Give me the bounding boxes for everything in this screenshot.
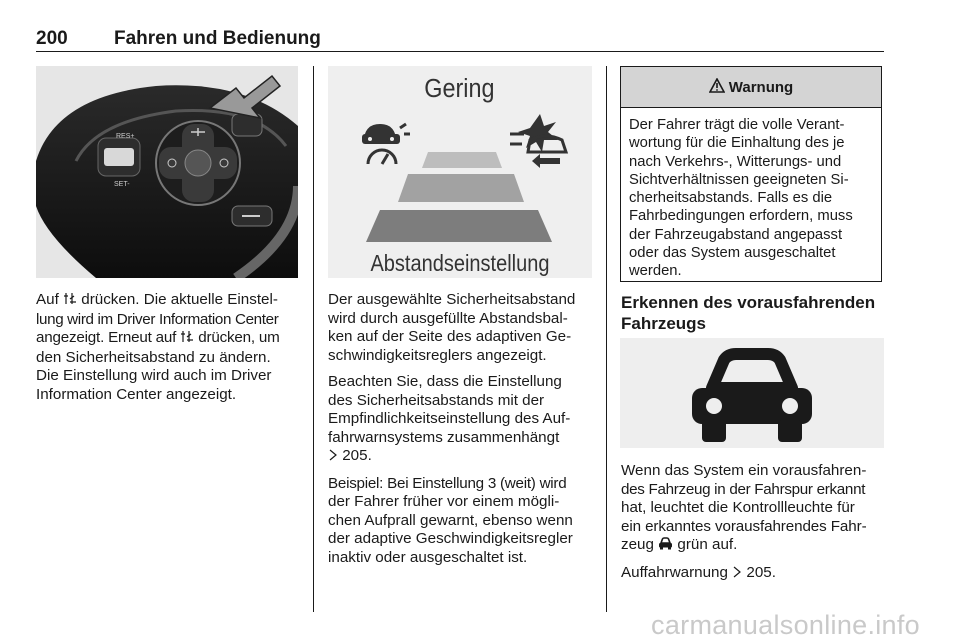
vehicle-ahead-icon (658, 537, 673, 556)
distance-bar-near (422, 152, 502, 168)
line: Wenn das System ein vorausfahren- (621, 462, 867, 479)
line: oder das System ausgeschaltet (629, 245, 836, 262)
line: Empfindlichkeitseinstellung des Auf- (328, 410, 571, 427)
section-title: Fahren und Bedienung (114, 28, 321, 49)
paragraph (621, 564, 889, 584)
vehicle-ahead-figure (620, 338, 884, 448)
column-divider-right (606, 66, 607, 612)
distance-bar-mid (398, 174, 524, 202)
text-fragment: Auffahrwarnung (621, 563, 733, 581)
figure-caption: Abstandseinstellung (370, 249, 550, 277)
text-fragment: drücken, um (194, 329, 280, 346)
page-number: 200 (36, 28, 68, 49)
line: werden. (629, 263, 682, 280)
warning-header (621, 67, 881, 108)
line: ein erkanntes vorausfahrendes Fahr- (621, 517, 867, 535)
line (36, 291, 300, 311)
col3-text (621, 462, 889, 591)
watermark: carmanualsonline.info (651, 610, 920, 640)
line: der adaptive Geschwindigkeitsregler (328, 530, 573, 547)
warning-box (620, 66, 882, 282)
line: des Fahrzeug in der Fahrspur erkannt (621, 480, 866, 498)
text-fragment: grün auf. (673, 536, 738, 553)
line: ken auf der Seite des adaptiven Ge- (328, 328, 572, 345)
line (621, 536, 889, 556)
line: Beispiel: Bei Einstellung 3 (weit) wird (328, 474, 567, 492)
reference-arrow-icon (732, 565, 742, 584)
header-rule (36, 51, 884, 52)
page-reference: 205. (746, 563, 776, 581)
distance-setting-figure (328, 66, 592, 278)
paragraph (621, 462, 889, 556)
paragraph (328, 373, 594, 467)
text-fragment: zeug (621, 536, 659, 553)
line: hat, leuchtet die Kontrollleuchte für (621, 499, 855, 516)
line: der Fahrzeugabstand angepasst (629, 226, 843, 243)
figure-title: Gering (424, 74, 495, 104)
line (36, 329, 300, 349)
line: nach Verkehrs-, Witterungs- und (629, 153, 842, 170)
paragraph (328, 291, 594, 365)
column-divider-left (313, 66, 314, 612)
distance-bar-far (366, 210, 552, 242)
line: cherheitsabstands. Falls es die (629, 190, 833, 207)
steering-wheel-figure (36, 66, 298, 278)
paragraph (328, 475, 594, 568)
line: Die Einstellung wird auch im Driver (36, 367, 272, 384)
page-reference-link[interactable] (732, 564, 776, 581)
text-fragment: Auf (36, 291, 64, 308)
col2-text (328, 291, 594, 575)
line: Fahrbedingungen erfordern, muss (629, 208, 853, 225)
page-reference-link[interactable] (328, 447, 594, 467)
subheading: Erkennen des vorausfahrenden Fahrzeugs (621, 293, 876, 333)
line: chen Aufprall gewarnt, ebenso wenn (328, 511, 573, 529)
line: wird durch ausgefüllte Abstandsbal- (328, 309, 568, 327)
line: wortung für die Einhaltung des je (629, 135, 845, 152)
line: Sichtverhältnissen geeigneten Si- (629, 171, 849, 188)
text-fragment: drücken. Die aktuelle Einstel- (77, 291, 278, 308)
line: der Fahrer früher vor einem mögli- (328, 493, 560, 510)
res-label: RES+ (116, 133, 135, 140)
line: des Sicherheitsabstands mit der (328, 391, 545, 409)
col1-paragraph (36, 291, 300, 404)
line: fahrwarnsystems zusammenhängt (328, 428, 560, 446)
line: Information Center angezeigt. (36, 385, 237, 403)
warning-title: Warnung (728, 78, 794, 96)
line: inaktiv oder ausgeschaltet ist. (328, 548, 528, 566)
line: Der Fahrer trägt die volle Verant- (629, 117, 845, 133)
text-fragment: angezeigt. Erneut auf (36, 329, 181, 346)
line: Beachten Sie, dass die Einstellung (328, 373, 562, 390)
page-reference: 205. (342, 447, 372, 464)
line: lung wird im Driver Information Center (36, 310, 279, 328)
warning-body (621, 108, 881, 281)
distance-icon (63, 292, 77, 311)
set-label: SET- (114, 181, 130, 188)
line: Der ausgewählte Sicherheitsabstand (328, 291, 576, 308)
line: schwindigkeitsreglers angezeigt. (328, 346, 547, 364)
warning-icon (709, 78, 725, 97)
line: den Sicherheitsabstand zu ändern. (36, 348, 271, 366)
distance-icon (180, 330, 194, 349)
reference-arrow-icon (328, 448, 338, 467)
